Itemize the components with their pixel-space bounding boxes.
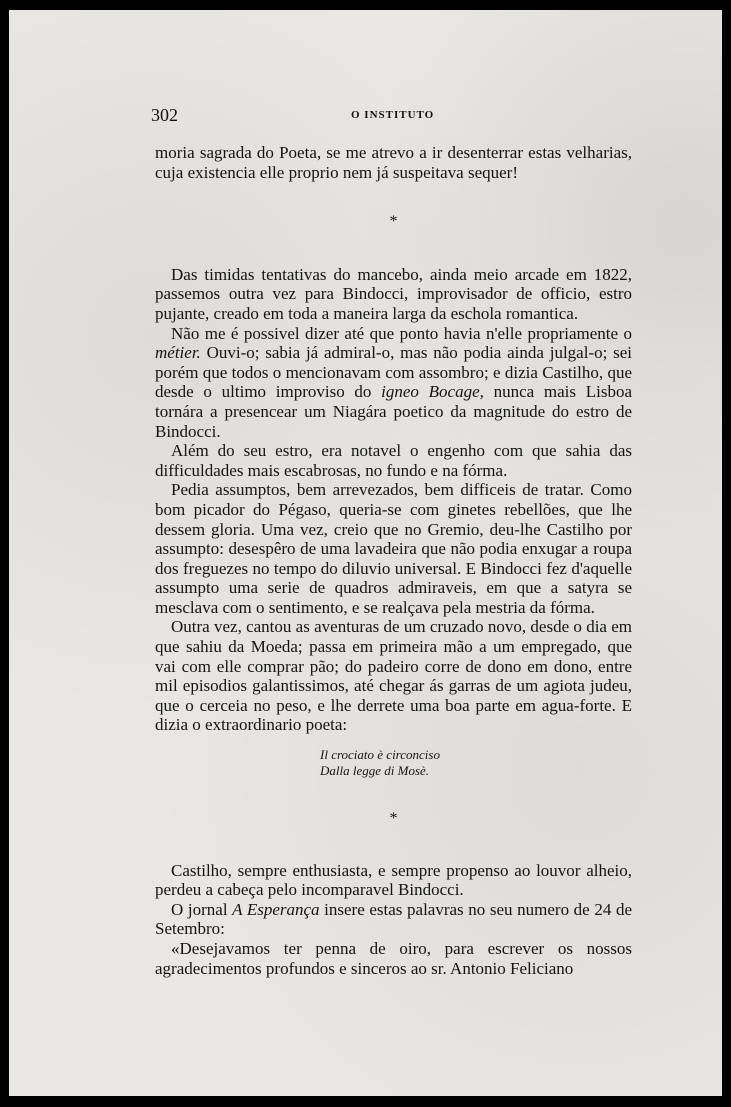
paragraph: moria sagrada do Poeta, se me atrevo a ir desenterrar estas velharias, cuja existencia elle proprio nem já suspeitava sequer! bbox=[155, 143, 632, 182]
paragraph bbox=[155, 324, 632, 442]
running-title: O INSTITUTO bbox=[351, 109, 435, 121]
section-separator: * bbox=[389, 213, 398, 231]
page-number: 302 bbox=[151, 105, 178, 125]
verse-line: Il crociato è circonciso bbox=[320, 747, 440, 763]
paragraph: Das timidas tentativas do mancebo, ainda meio arcade em 1822, passemos outra vez para Bindocci, improvisador de officio, estro pujante, creado em toda a maneira larga da eschola romantica. bbox=[155, 264, 632, 323]
paragraph: Além do seu estro, era notavel o engenho com que sahia das difficuldades mais escabrosas, no fundo e na fórma. bbox=[155, 441, 632, 480]
book-page bbox=[9, 10, 722, 1096]
paragraph-text: nunca mais Lisboa tornára a presencear um Niagára poetico da magnitude do estro de Bindocci. bbox=[155, 382, 633, 441]
emphasis-text: métier. bbox=[155, 343, 201, 363]
paragraph-text: Não me é possivel dizer até que ponto havia n'elle propriamente o bbox=[171, 323, 632, 343]
newspaper-title: A Esperança bbox=[232, 899, 320, 919]
paragraph: Outra vez, cantou as aventuras de um cruzado novo, desde o dia em que sahiu da Moeda; passa em primeira mão a um empregado, que vai com elle comprar pão; do padeiro corre de dono em dono, entre mil episodios galantissimos, até chegar ás garras de um agiota judeu, que o cerceia no peso, e lhe derrete uma boa parte em agua-forte. E dizia o extraordinario poeta: bbox=[155, 617, 632, 735]
paragraph-text: insere estas palavras no seu numero de 24 de Setembro: bbox=[155, 899, 632, 939]
paragraph: «Desejavamos ter penna de oiro, para escrever os nossos agradecimentos profundos e sinceros ao sr. Antonio Feliciano bbox=[155, 939, 632, 978]
verse-quote bbox=[320, 747, 632, 779]
section-separator: * bbox=[389, 810, 398, 828]
verse-line: Dalla legge di Mosè. bbox=[320, 763, 430, 779]
paragraph-text: O jornal bbox=[171, 899, 233, 919]
paragraph bbox=[155, 900, 632, 939]
paragraph-text: Ouvi-o; sabia já admiral-o, mas não podia ainda julgal-o; sei porém que todos o mencionavam com assombro; e dizia Castilho, que desde o ultimo improviso do bbox=[155, 343, 632, 402]
paragraph: Castilho, sempre enthusiasta, e sempre propenso ao louvor alheio, perdeu a cabeça pelo incomparavel Bindocci. bbox=[155, 860, 632, 900]
body-text bbox=[155, 143, 632, 978]
page-header bbox=[151, 105, 621, 127]
emphasis-text: igneo Bocage, bbox=[381, 382, 484, 402]
paragraph: Pedia assumptos, bem arrevezados, bem difficeis de tratar. Como bom picador do Pégaso, queria-se com ginetes rebellões, que lhe dessem gloria. Uma vez, creio que no Gremio, deu-lhe Castilho por assumpto: desespêro de uma lavadeira que não podia enxugar a roupa dos freguezes no tempo do diluvio universal. E Bindocci fez d'aquelle assumpto uma serie de quadros admiraveis, em que a satyra se mesclava com o sentimento, e se realçava pela mestria da fórma. bbox=[155, 480, 632, 617]
